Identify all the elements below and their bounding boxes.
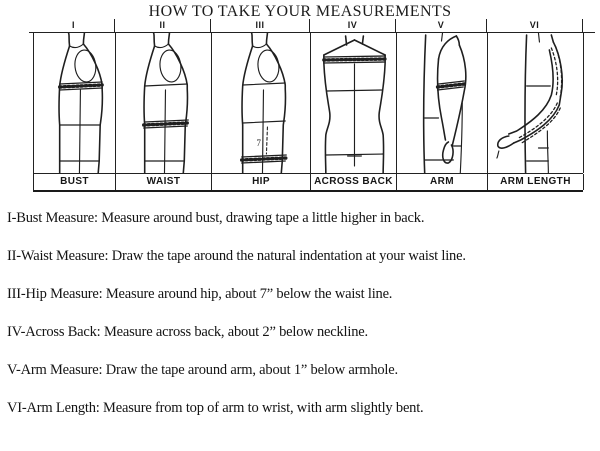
hip-figure-illustration: [212, 33, 310, 173]
figures-row: [33, 33, 583, 173]
panel-waist: [116, 33, 212, 173]
panel-across-back: [311, 33, 397, 173]
arm-length-figure-illustration: [488, 33, 583, 173]
instruction-bust: I-Bust Measure: Measure around bust, drawing tape a little higher in back.: [7, 210, 425, 226]
panel-arm: [397, 33, 488, 173]
instruction-arm: V-Arm Measure: Draw the tape around arm, about 1” below armhole.: [7, 362, 398, 378]
waist-figure-illustration: [116, 33, 211, 173]
arm-figure-illustration: [397, 33, 487, 173]
bust-figure-illustration: [34, 33, 115, 173]
diagram-top-rule: [29, 32, 595, 33]
panel-bust: [34, 33, 116, 173]
instruction-arm-length: VI-Arm Length: Measure from top of arm to wrist, with arm slightly bent.: [7, 400, 424, 416]
panel-numeral-1: I: [33, 19, 115, 32]
panel-label-arm-length: ARM LENGTH: [488, 174, 584, 190]
instruction-waist: II-Waist Measure: Draw the tape around the natural indentation at your waist line.: [7, 248, 466, 264]
panel-numeral-2: II: [115, 19, 211, 32]
instruction-across-back: IV-Across Back: Measure across back, about 2” below neckline.: [7, 324, 368, 340]
panel-numeral-3: III: [211, 19, 310, 32]
instructions-list: [7, 210, 593, 438]
panel-numeral-6: VI: [487, 19, 583, 32]
hip-depth-annotation: 7: [256, 137, 261, 149]
panel-numeral-5: V: [396, 19, 487, 32]
measurement-diagram: [33, 19, 583, 192]
panel-hip: [212, 33, 311, 173]
panel-arm-length: [488, 33, 584, 173]
panel-label-across-back: ACROSS BACK: [311, 174, 397, 190]
panel-labels-row: [33, 173, 583, 192]
panel-label-arm: ARM: [397, 174, 488, 190]
panel-numerals-row: [33, 19, 583, 32]
panel-numeral-4: IV: [310, 19, 396, 32]
panel-label-hip: HIP: [212, 174, 311, 190]
panel-label-bust: BUST: [34, 174, 116, 190]
instruction-hip: III-Hip Measure: Measure around hip, about 7” below the waist line.: [7, 286, 393, 302]
across-back-figure-illustration: [311, 33, 396, 173]
page-title: HOW TO TAKE YOUR MEASUREMENTS: [148, 3, 452, 20]
panel-label-waist: WAIST: [116, 174, 212, 190]
